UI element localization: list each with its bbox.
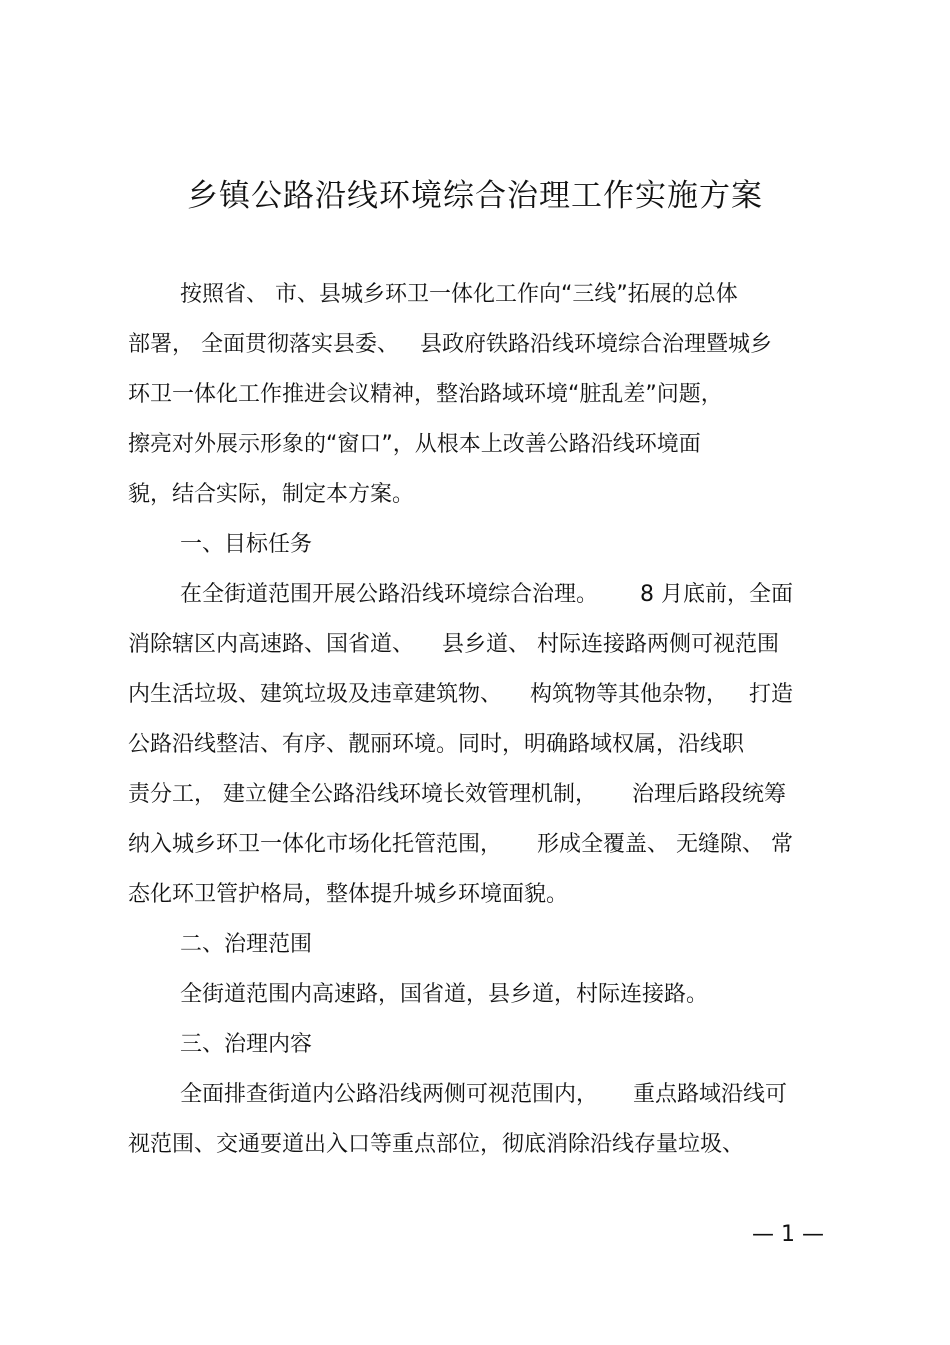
section-heading: 三、治理内容 [180,1032,313,1057]
body-line: 态化环卫管护格局，整体提升城乡环境面貌。 [128,882,569,907]
body-line: 公路沿线整洁、有序、靓丽环境。同时，明确路域权属，沿线职 [128,732,745,757]
body-line: 消除辖区内高速路、国省道、 县乡道、 村际连接路两侧可视范围 [128,632,779,657]
section-heading: 二、治理范围 [180,932,313,957]
body-line: 部署， 全面贯彻落实县委、 县政府铁路沿线环境综合治理暨城乡 [128,332,772,357]
document-title: 乡镇公路沿线环境综合治理工作实施方案 [187,178,763,214]
page-number: — 1 — [752,1222,824,1247]
body-line: 擦亮对外展示形象的“窗口”，从根本上改善公路沿线环境面 [128,432,701,457]
body-line: 按照省、 市、县城乡环卫一体化工作向“三线”拓展的总体 [180,282,738,307]
body-line: 内生活垃圾、建筑垃圾及违章建筑物、 构筑物等其他杂物， 打造 [128,682,793,707]
body-line: 环卫一体化工作推进会议精神，整治路域环境“脏乱差”问题， [128,382,723,407]
body-line: 全面排查街道内公路沿线两侧可视范围内， 重点路域沿线可 [180,1082,787,1107]
body-line: 全街道范围内高速路，国省道，县乡道，村际连接路。 [180,982,709,1007]
section-heading: 一、目标任务 [180,532,313,557]
body-line: 责分工， 建立健全公路沿线环境长效管理机制， 治理后路段统筹 [128,782,786,807]
body-line: 视范围、交通要道出入口等重点部位，彻底消除沿线存量垃圾、 [128,1132,745,1157]
body-line: 貌，结合实际，制定本方案。 [128,482,415,507]
body-line: 在全街道范围开展公路沿线环境综合治理。 8 月底前，全面 [180,582,793,607]
body-line: 纳入城乡环卫一体化市场化托管范围， 形成全覆盖、 无缝隙、 常 [128,832,793,857]
